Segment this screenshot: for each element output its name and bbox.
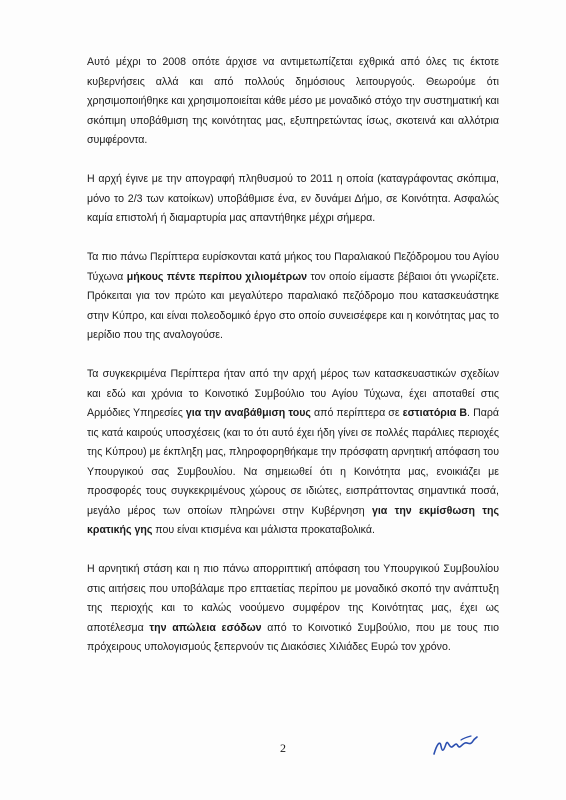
signature-icon [431,732,479,758]
paragraph [87,248,499,346]
text-segment: από το Κοινοτικό Συμβούλιο, που με τους πιο πρόχειρους υπολογισμούς ξεπερνούν τις Διακόσιες Χιλιάδες Ευρώ τον χρόνο. [87,621,499,653]
page-number: 2 [280,741,286,755]
bold-text-segment: εστιατόρια Β [402,407,468,419]
text-segment: Αυτό μέχρι το 2008 οπότε άρχισε να αντιμετωπίζεται εχθρικά από όλες τις έκτοτε κυβερνήσεις αλλά και από πολλούς δημόσιους λειτουργούς. Θεωρούμε ότι χρησιμοποιήθηκε και χρησιμοποιείται κάθε μέσο με μοναδικό στόχο την συστηματική και σκόπιμη υποβάθμιση της κοινότητας μας, εξυπηρετώντας ίσως, σκοτεινά και αλλότρια συμφέροντα. [87,56,499,146]
text-segment: Τα συγκεκριμένα Περίπτερα ήταν από την αρχή μέρος των κατασκευαστικών σχεδίων και εδώ και χρόνια το Κοινοτικό Συμβούλιο του Αγίου Τύχωνα, έχει αποταθεί στις Αρμόδιες Υπηρεσίες [87,368,499,419]
text-segment: Η αρνητική στάση και η πιο πάνω απορριπτική απόφαση του Υπουργικού Συμβουλίου στις αιτήσεις που υποβάλαμε προ επταετίας περίπου με μοναδικό σκοπό την ανάπτυξη της περιοχής και το καλώς νοούμενο συμφέρον της Κοινότητας μας, έχει ως αποτέλεσμα [87,563,499,634]
paragraph [87,170,499,229]
bold-text-segment: την απώλεια εσόδων [149,621,262,634]
bold-text-segment: για την αναβάθμιση τους [185,407,311,419]
text-segment: τον οποίο είμαστε βέβαιοι ότι γνωρίζετε. Πρόκειται για τον πρώτο και μεγαλύτερο παραλιακό πεζόδρομο που κατασκευάστηκε στην Κύπρο, και είναι πολεοδομικό έργο στο οποίο συνεισέφερε και η κοινότητας μας το μερίδιο που της αναλογούσε. [87,270,500,341]
text-segment: Η αρχή έγινε με την απογραφή πληθυσμού το 2011 η οποία (καταγράφοντας σκόπιμα, μόνο το 2/3 των κατοίκων) υποβάθμισε ένα, εν δυνάμει Δήμο, σε Κοινότητα. Ασφαλώς καμία επιστολή ή διαμαρτυρία μας απαντήθηκε μέχρι σήμερα. [87,173,499,224]
text-segment: . Παρά τις κατά καιρούς υποσχέσεις (και το ότι αυτό έχει ήδη γίνει σε πολλές παράλιες περιοχές της Κύπρου) με έκπληξη μας, πληροφορηθήκαμε την πρόσφατη αρνητική απόφαση του Υπουργικού σας Συμβουλίου. Να σημειωθεί ότι η Κοινότητα μας, ενοικιάζει με προσφορές τους συγκεκριμένους χώρους σε ιδιώτες, εισπράττοντας σημαντικά ποσά, μεγάλο μέρος των οποίων πληρώνει στην Κυβέρνηση [87,407,499,517]
paragraph [87,560,499,658]
bold-text-segment: για την εκμίσθωση της κρατικής γης [87,504,499,536]
text-segment: από περίπτερα σε [310,407,403,419]
text-segment: που είναι κτισμένα και μάλιστα προκαταβολικά. [152,524,375,536]
text-segment: Τα πιο πάνω Περίπτερα ευρίσκονται κατά μήκος του Παραλιακού Πεζόδρομου του Αγίου Τύχωνα [87,251,499,283]
document-body [87,53,499,658]
paragraph [87,53,499,151]
bold-text-segment: μήκους πέντε περίπου χιλιομέτρων [126,270,308,283]
paragraph [87,365,499,541]
